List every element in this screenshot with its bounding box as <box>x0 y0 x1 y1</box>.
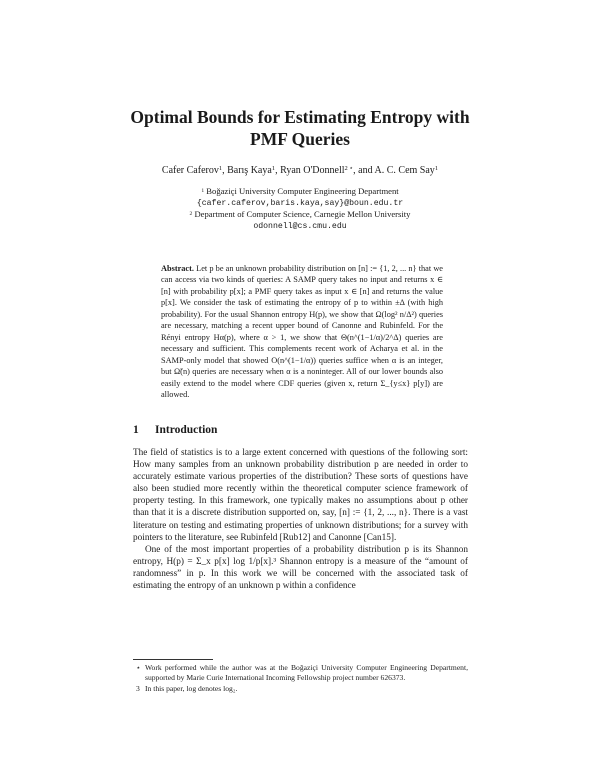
footnote-2-text: In this paper, log denotes log₂. <box>145 683 238 693</box>
footnote-1 <box>133 663 468 684</box>
abstract-text: Let p be an unknown probability distribution on [n] := {1, 2, ... n} that we can access via two kinds of queries: A SAMP query takes no input and returns x ∈ [n] with probability p[x]; a PMF query takes as input x ∈ [n] and returns the value p[x]. We consider the task of estimating the entropy of p to within ±Δ (with high probability). For the usual Shannon entropy H(p), we show that Ω(log² n/Δ²) queries are necessary, matching a recent upper bound of Canonne and Rubinfeld. For the Rényi entropy Hα(p), where α > 1, we show that Θ(n^(1−1/α)/2^Δ) queries are necessary and sufficient. This complements recent work of Acharya et al. in the SAMP-only model that showed O(n^(1−1/α)) queries suffice when α is an integer, but Ω̃(n) queries are necessary when α is a noninteger. All of our lower bounds also easily extend to the model where CDF queries (given x, return Σ_{y≤x} p[y]) are allowed. <box>161 264 443 399</box>
affiliation-1 <box>0 186 600 209</box>
body-paragraph-2: One of the most important properties of a probability distribution p is its Shannon entropy, H(p) = Σ_x p[x] log 1/p[x].³ Shannon entropy is a measure of the “amount of randomness” in p. In this work we will be concerned with the associated task of estimating the entropy of an unknown p within a confidence <box>133 544 468 592</box>
footnote-rule <box>133 659 213 660</box>
affiliation-1-mark: 1 <box>201 187 205 194</box>
affiliation-2-name: Department of Computer Science, Carnegie Mellon University <box>192 209 411 219</box>
footnote-1-text: Work performed while the author was at the Boğaziçi University Computer Engineering Department, supported by Marie Curie International Incoming Fellowship project number 626373. <box>145 663 468 683</box>
body-text <box>133 447 468 592</box>
footnote-1-mark: ⋆ <box>136 663 141 672</box>
author-2: , Barış Kaya <box>222 165 272 176</box>
affiliation-1-email: {cafer.caferov,baris.kaya,say}@boun.edu.tr <box>196 198 404 208</box>
author-4-mark: 1 <box>434 165 439 173</box>
author-1: Cafer Caferov <box>161 165 219 176</box>
author-1-mark: 1 <box>218 165 223 173</box>
affiliation-1-name: Boğaziçi University Computer Engineering Department <box>204 186 399 196</box>
body-paragraph-1: The field of statistics is to a large extent concerned with questions of the following sort: How many samples from an unknown probability distribution p are needed in order to accurately estimate various properties of the distribution? These sorts of questions have also been studied more recently within the theoretical computer science framework of property testing. In this framework, one typically makes no assumptions about p other than that it is a discrete distribution supported on, say, [n] := {1, 2, ..., n}. There is a vast literature on testing and estimating properties of unknown distributions; for a survey with pointers to the literature, see Rubinfeld [Rub12] and Canonne [Can15]. <box>133 448 468 543</box>
title-line-1: Optimal Bounds for Estimating Entropy with <box>130 107 470 127</box>
section-number: 1 <box>133 424 139 436</box>
section-title: Introduction <box>155 424 218 436</box>
footnotes <box>133 663 468 694</box>
affiliation-2-email: odonnell@cs.cmu.edu <box>253 221 347 231</box>
title-line-2: PMF Queries <box>250 129 350 149</box>
paper-title <box>0 106 600 150</box>
author-list <box>0 164 600 177</box>
affiliation-2-mark: 2 <box>189 210 193 217</box>
footnote-2-mark: 3 <box>136 683 140 693</box>
section-heading <box>133 423 217 437</box>
footnote-2 <box>133 684 468 694</box>
abstract-label: Abstract. <box>161 264 194 273</box>
author-3-mark: 2 ⋆ <box>344 165 354 173</box>
author-4: , and A. C. Cem Say <box>353 165 435 176</box>
author-2-mark: 1 <box>271 165 276 173</box>
author-3: , Ryan O'Donnell <box>275 165 345 176</box>
abstract <box>161 263 443 400</box>
affiliation-2 <box>0 209 600 232</box>
